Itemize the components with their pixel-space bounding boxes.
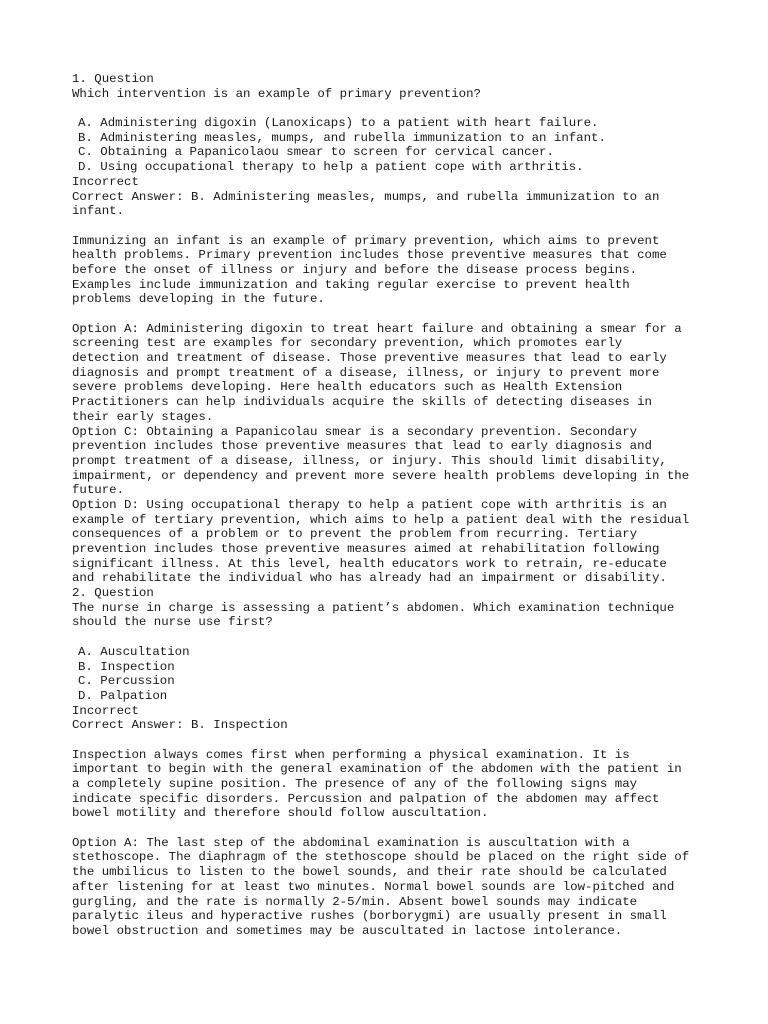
q2-option-a-rationale-line: paralytic ileus and hyperactive rushes (borborygmi) are usually present in small (72, 909, 667, 924)
q2-explanation-line: important to begin with the general examination of the abdomen with the patient in (72, 762, 682, 777)
q2-option-d: D. Palpation (78, 688, 168, 703)
q2-result: Incorrect (72, 703, 139, 718)
document-page (72, 72, 712, 939)
q1-explanation-line: problems developing in the future. (72, 292, 325, 307)
blank-line (72, 630, 712, 645)
q2-option-a-rationale-line: bowel obstruction and sometimes may be auscultated in lactose intolerance. (72, 923, 623, 938)
q1-option-c-rationale-line: Option C: Obtaining a Papanicolau smear is a secondary prevention. Secondary (72, 424, 638, 439)
blank-line (72, 821, 712, 836)
q1-option-c-rationale-line: impairment, or dependency and prevent more severe health problems developing in the (72, 468, 690, 483)
q1-correct-answer-line-1: Correct Answer: B. Administering measles, mumps, and rubella immunization to an (72, 189, 660, 204)
q1-option-a-rationale-line: detection and treatment of disease. Those preventive measures that lead to early (72, 351, 667, 366)
q2-explanation-line: indicate specific disorders. Percussion and palpation of the abdomen may affect (72, 791, 660, 806)
question-2-text-line-1: The nurse in charge is assessing a patient’s abdomen. Which examination technique (72, 600, 675, 615)
question-2-text-line-2: should the nurse use first? (72, 615, 273, 630)
q2-option-a-rationale-line: stethoscope. The diaphragm of the stethoscope should be placed on the right side of (72, 850, 690, 865)
q1-option-a-rationale-line: Option A: Administering digoxin to treat heart failure and obtaining a smear for a (72, 321, 682, 336)
q1-option-d-rationale-line: example of tertiary prevention, which aims to help a patient deal with the residual (72, 512, 690, 527)
q1-explanation-line: Examples include immunization and taking regular exercise to prevent health (72, 277, 630, 292)
q1-option-a-rationale-line: severe problems developing. Here health educators such as Health Extension (72, 380, 623, 395)
q1-option-d-rationale-line: consequences of a problem or to prevent the problem from recurring. Tertiary (72, 527, 638, 542)
q1-option-a: A. Administering digoxin (Lanoxicaps) to a patient with heart failure. (78, 116, 599, 131)
q1-option-b: B. Administering measles, mumps, and rubella immunization to an infant. (78, 130, 606, 145)
question-1-number: 1. Question (72, 72, 154, 86)
q1-option-d-rationale-line: prevention includes those preventive measures aimed at rehabilitation following (72, 542, 660, 556)
blank-line (72, 101, 712, 116)
q2-explanation-line: a completely supine position. The presence of any of the following signs may (72, 777, 638, 791)
q2-explanation-line: Inspection always comes first when performing a physical examination. It is (72, 747, 630, 762)
q1-option-c-rationale-line: prevention includes those preventive measures that lead to early diagnosis and (72, 439, 652, 454)
q2-option-a-rationale-line: gurgling, and the rate is normally 2-5/min. Absent bowel sounds may indicate (72, 894, 638, 909)
q1-explanation-line: Immunizing an infant is an example of primary prevention, which aims to prevent (72, 233, 660, 248)
q1-option-d-rationale-line: significant illness. At this level, health educators work to retrain, re-educate (72, 556, 667, 571)
q2-option-a-rationale-line: Option A: The last step of the abdominal examination is auscultation with a (72, 835, 630, 850)
q2-option-a: A. Auscultation (78, 644, 190, 659)
q1-explanation-line: before the onset of illness or injury and before the disease process begins. (72, 262, 638, 277)
q1-explanation-line: health problems. Primary prevention includes those preventive measures that come (72, 248, 667, 263)
q1-option-a-rationale-line: screening test are examples for secondary prevention, which promotes early (72, 336, 623, 351)
q1-option-a-rationale-line: diagnosis and prompt treatment of a disease, illness, or injury to prevent more (72, 365, 660, 380)
q2-option-a-rationale-line: the umbilicus to listen to the bowel sounds, and their rate should be calculated (72, 865, 667, 880)
q1-result: Incorrect (72, 174, 139, 189)
q1-option-d: D. Using occupational therapy to help a patient cope with arthritis. (78, 160, 584, 175)
q1-correct-answer-line-2: infant. (72, 204, 125, 219)
blank-line (72, 219, 712, 234)
q2-option-a-rationale-line: after listening for at least two minutes. Normal bowel sounds are low-pitched and (72, 879, 675, 894)
q2-option-c: C. Percussion (78, 674, 175, 689)
q1-option-a-rationale-line: Practitioners can help individuals acquire the skills of detecting diseases in (72, 395, 652, 410)
q1-option-d-rationale-line: and rehabilitate the individual who has already had an impairment or disability. (72, 571, 667, 586)
q2-option-b: B. Inspection (78, 659, 175, 674)
q2-correct-answer: Correct Answer: B. Inspection (72, 718, 288, 733)
q1-option-a-rationale-line: their early stages. (72, 409, 214, 424)
q1-option-c: C. Obtaining a Papanicolaou smear to screen for cervical cancer. (78, 145, 554, 160)
q1-option-c-rationale-line: future. (72, 483, 125, 498)
q2-explanation-line: bowel motility and therefore should follow auscultation. (72, 806, 489, 821)
blank-line (72, 733, 712, 748)
question-2-number: 2. Question (72, 586, 154, 601)
question-1-text: Which intervention is an example of primary prevention? (72, 86, 481, 101)
q1-option-c-rationale-line: prompt treatment of a disease, illness, or injury. This should limit disability, (72, 453, 667, 468)
q1-option-d-rationale-line: Option D: Using occupational therapy to help a patient cope with arthritis is an (72, 497, 667, 512)
blank-line (72, 307, 712, 322)
